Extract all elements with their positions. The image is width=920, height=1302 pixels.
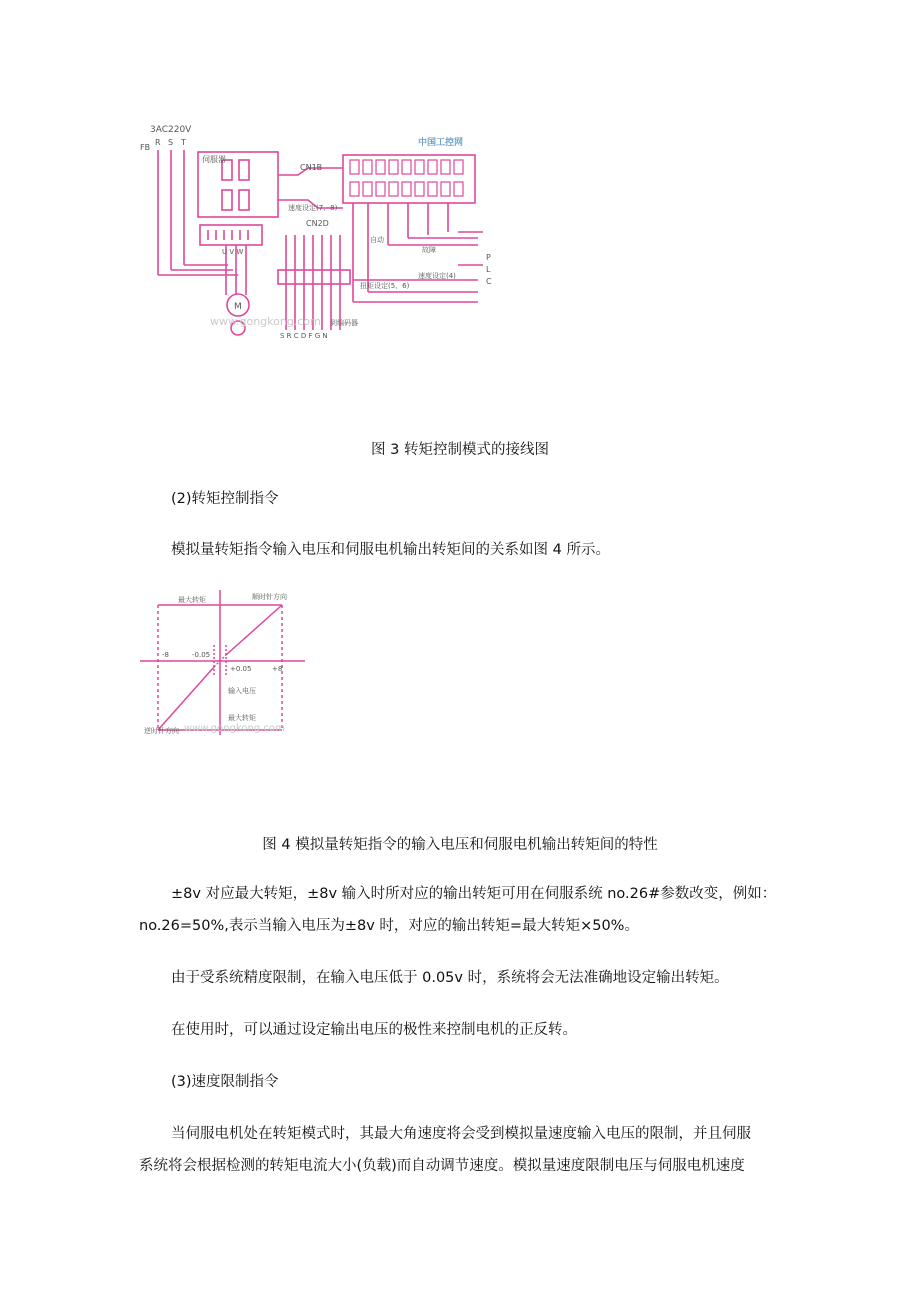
section-heading-3: (3)速度限制指令 [171, 1074, 279, 1090]
paragraph-4-line-2: 系统将会根据检测的转矩电流大小(负载)而自动调节速度。模拟量速度限制电压与伺服电机速度 [139, 1158, 745, 1174]
paragraph-2: 由于受系统精度限制，在输入电压低于 0.05v 时，系统将会无法准确地设定输出转矩。 [171, 970, 729, 986]
fig3-supply-label: 3AC220V [150, 125, 192, 135]
figure-3-caption: 图 3 转矩控制模式的接线图 [371, 442, 549, 458]
fig4-neg005-tick: -0.05 [192, 651, 211, 659]
section-heading-2: (2)转矩控制指令 [171, 491, 279, 507]
fig4-max-torque-top: 最大转矩 [178, 596, 206, 604]
fig3-bottom-terminals: S R C D F G N [280, 332, 328, 340]
fig3-phase-s: S [168, 138, 174, 147]
figure-4-caption: 图 4 模拟量转矩指令的输入电压和伺服电机输出转矩间的特性 [262, 837, 658, 853]
fig4-watermark: www.gongkong.com [184, 723, 285, 734]
fig3-fault-label: 故障 [422, 246, 436, 254]
fig3-plc-l: L [486, 265, 491, 274]
fig3-motor-label: M [234, 302, 242, 312]
figure-4-torque-characteristic [140, 585, 305, 740]
fig4-ccw-label: 逆时针方向 [144, 727, 179, 735]
fig3-plc-c: C [486, 277, 492, 286]
fig3-phase-t: T [181, 138, 186, 147]
fig3-watermark: www.gongkong.com [210, 315, 321, 328]
paragraph-1-line-2: no.26=50%,表示当输入电压为±8v 时，对应的输出转矩=最大转矩×50%。 [139, 918, 639, 934]
intro-paragraph: 模拟量转矩指令输入电压和伺服电机输出转矩间的关系如图 4 所示。 [171, 542, 610, 558]
fig3-speed-set-78: 速度设定(7、8) [288, 204, 338, 212]
fig3-torque-set: 扭矩设定(5、6) [360, 282, 410, 290]
fig3-cn2d-label: CN2D [306, 219, 329, 228]
paragraph-3: 在使用时，可以通过设定输出电压的极性来控制电机的正反转。 [171, 1022, 577, 1038]
fig3-fb-label: FB [140, 143, 151, 152]
fig4-pos8-tick: +8 [272, 665, 283, 673]
fig4-pos005-tick: +0.05 [230, 665, 252, 673]
fig3-motor-terminals: U V W [222, 248, 244, 256]
fig4-neg8-tick: -8 [162, 651, 169, 659]
paragraph-4-line-1: 当伺服电机处在转矩模式时，其最大角速度将会受到模拟量速度输入电压的限制，并且伺服 [171, 1126, 751, 1142]
fig3-to-encoder: 到编码器 [330, 319, 358, 327]
fig4-max-torque-bottom: 最大转矩 [228, 714, 256, 722]
fig3-servo-label: 伺服器 [202, 155, 226, 164]
paragraph-1-line-1: ±8v 对应最大转矩，±8v 输入时所对应的输出转矩可用在伺服系统 no.26#参数改变，例如： [171, 886, 777, 902]
fig4-cw-label: 顺时针方向 [252, 593, 287, 601]
fig3-phase-r: R [155, 138, 161, 147]
fig3-auto-label: 自动 [370, 236, 384, 244]
fig3-plc-p: P [486, 253, 491, 262]
figure-3-wiring-diagram [138, 120, 498, 345]
fig3-cn1b-label: CN1B [300, 163, 323, 172]
fig4-input-voltage-label: 输入电压 [228, 687, 256, 695]
fig3-logo: 中国工控网 [418, 138, 464, 148]
fig3-speed-set-4: 速度设定(4) [418, 272, 456, 280]
